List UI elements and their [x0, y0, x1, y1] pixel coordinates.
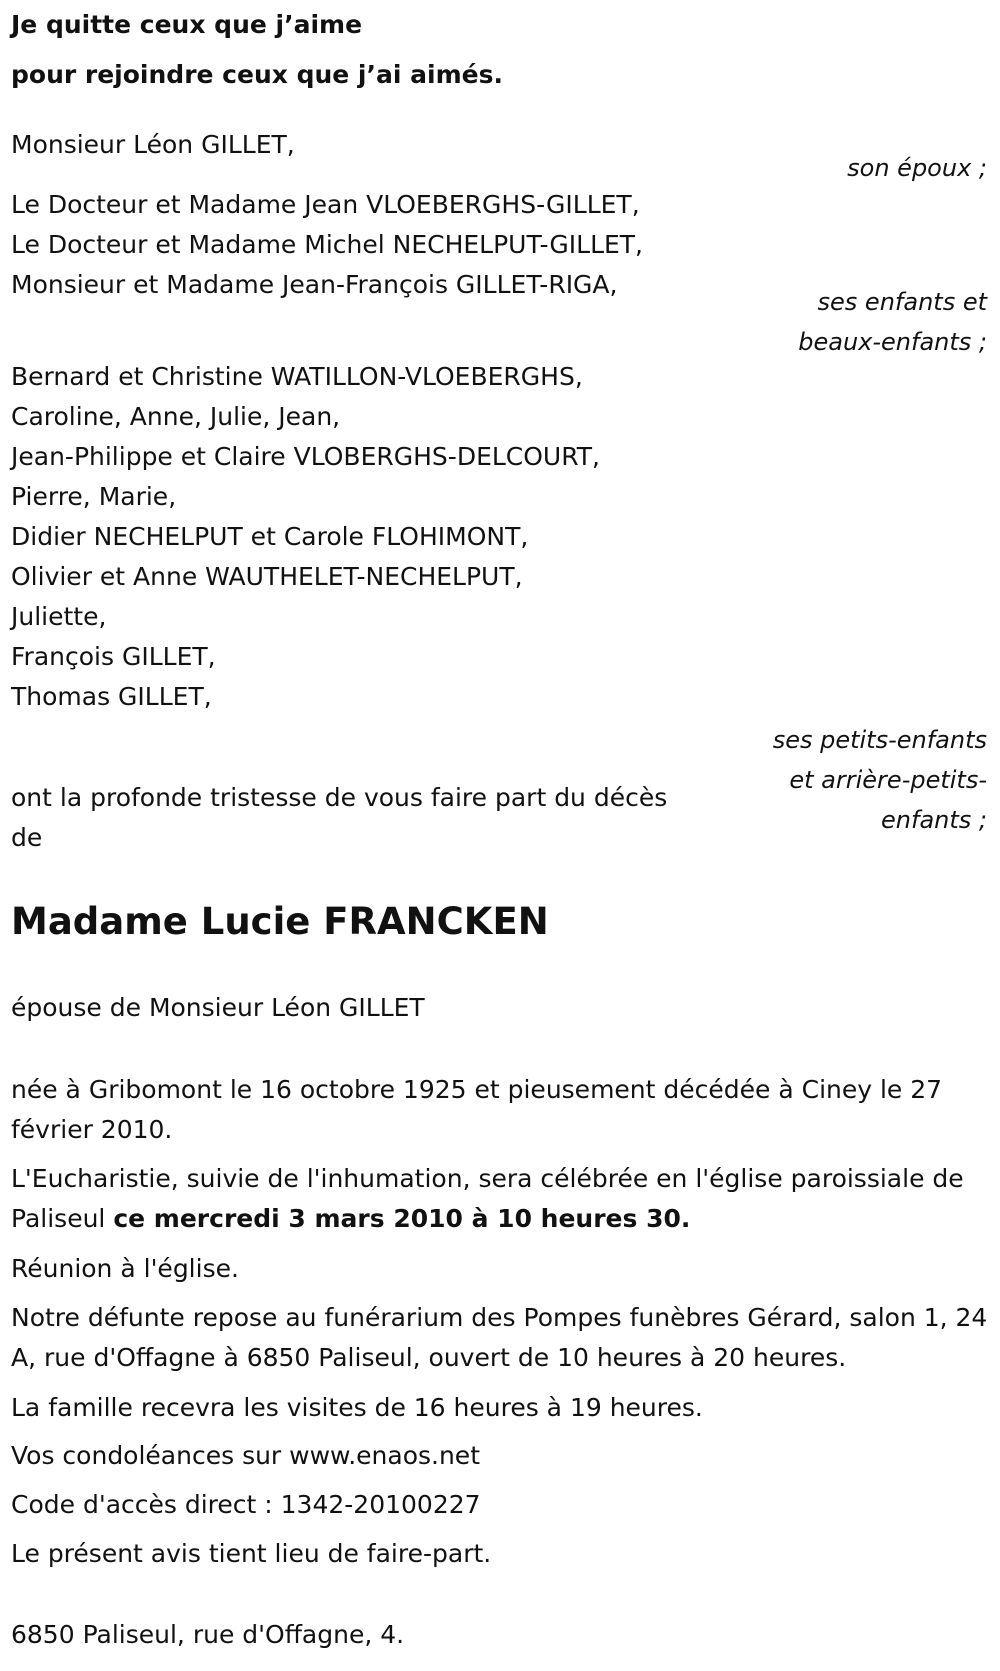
funerarium-text: Notre défunte repose au funérarium des Pompes funèbres Gérard, salon 1, 24 A, rue d'Offagne à 6850 Paliseul, ouvert de 10 heures à 20 heures.	[11, 1303, 988, 1372]
birth-death-paragraph	[11, 1070, 991, 1150]
grandchildren-relation-line-3: enfants ;	[881, 806, 987, 834]
spouse-name: Monsieur Léon GILLET,	[11, 130, 295, 159]
announcement-line-1: ont la profonde tristesse de vous faire part du décès	[11, 783, 668, 812]
spouse-of-block	[11, 988, 425, 1028]
spouse-block	[11, 125, 295, 165]
birth-death-text: née à Gribomont le 16 octobre 1925 et pieusement décédée à Ciney le 27 février 2010.	[11, 1075, 943, 1144]
quote-line-1: Je quitte ceux que j’aime	[11, 10, 363, 39]
grandchild-name-4: Pierre, Marie,	[11, 482, 177, 511]
child-name-2: Le Docteur et Madame Michel NECHELPUT-GILLET,	[11, 230, 644, 259]
ceremony-paragraph	[11, 1159, 991, 1239]
child-name-1: Le Docteur et Madame Jean VLOEBERGHS-GILLET,	[11, 190, 640, 219]
visits-paragraph	[11, 1388, 991, 1428]
visits-text: La famille recevra les visites de 16 heures à 19 heures.	[11, 1393, 703, 1422]
access-code-paragraph	[11, 1485, 991, 1525]
children-relation-line-1: ses enfants et	[817, 288, 987, 316]
grandchild-name-7: Juliette,	[11, 602, 107, 631]
deceased-name: Madame Lucie FRANCKEN	[11, 900, 549, 943]
grandchild-name-5: Didier NECHELPUT et Carole FLOHIMONT,	[11, 522, 529, 551]
grandchildren-relation	[773, 720, 987, 840]
grandchild-name-6: Olivier et Anne WAUTHELET-NECHELPUT,	[11, 562, 523, 591]
condolences-paragraph	[11, 1436, 991, 1476]
meeting-paragraph	[11, 1249, 991, 1289]
children-relation	[798, 282, 987, 362]
access-code-text: Code d'accès direct : 1342-20100227	[11, 1490, 481, 1519]
children-block	[11, 185, 643, 305]
child-name-3: Monsieur et Madame Jean-François GILLET-RIGA,	[11, 270, 618, 299]
notice-text: Le présent avis tient lieu de faire-part.	[11, 1539, 492, 1568]
announcement-block	[11, 778, 667, 858]
announcement-line-2: de	[11, 823, 43, 852]
spouse-relation	[847, 148, 987, 188]
deceased-block	[11, 897, 549, 947]
grandchildren-relation-line-2: et arrière-petits-	[789, 766, 987, 794]
grandchild-name-2: Caroline, Anne, Julie, Jean,	[11, 402, 341, 431]
ceremony-text: L'Eucharistie, suivie de l'inhumation, sera célébrée en l'église paroissiale de Paliseul	[11, 1164, 964, 1233]
address-paragraph	[11, 1615, 991, 1655]
address-text: 6850 Paliseul, rue d'Offagne, 4.	[11, 1620, 405, 1649]
opening-quote	[11, 0, 503, 100]
ceremony-date-time: ce mercredi 3 mars 2010 à 10 heures 30.	[113, 1204, 691, 1233]
grandchild-name-3: Jean-Philippe et Claire VLOBERGHS-DELCOURT,	[11, 442, 600, 471]
notice-paragraph	[11, 1534, 991, 1574]
grandchild-name-8: François GILLET,	[11, 642, 216, 671]
spouse-relation-label: son époux ;	[847, 154, 987, 182]
grandchild-name-1: Bernard et Christine WATILLON-VLOEBERGHS,	[11, 362, 583, 391]
funerarium-paragraph	[11, 1298, 991, 1378]
grandchild-name-9: Thomas GILLET,	[11, 682, 212, 711]
quote-line-2: pour rejoindre ceux que j’ai aimés.	[11, 60, 503, 89]
grandchildren-relation-line-1: ses petits-enfants	[772, 726, 987, 754]
spouse-of-text: épouse de Monsieur Léon GILLET	[11, 993, 425, 1022]
meeting-text: Réunion à l'église.	[11, 1254, 239, 1283]
grandchildren-block	[11, 357, 600, 717]
condolences-text: Vos condoléances sur www.enaos.net	[11, 1441, 480, 1470]
children-relation-line-2: beaux-enfants ;	[798, 328, 987, 356]
